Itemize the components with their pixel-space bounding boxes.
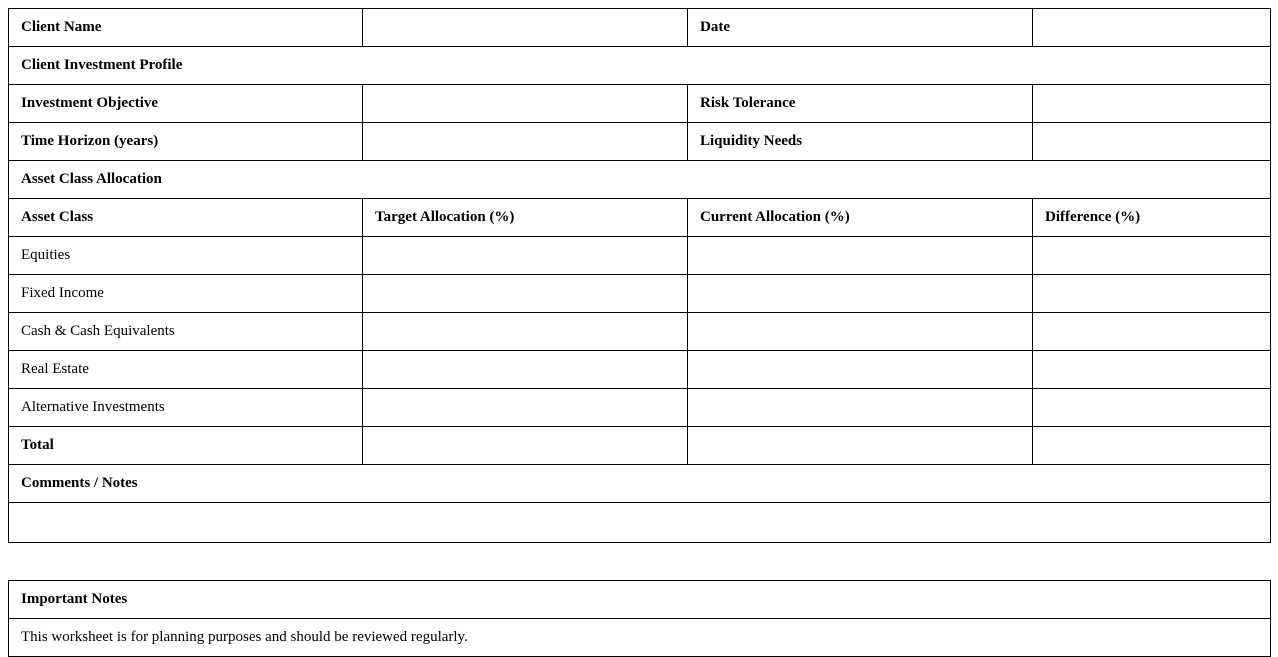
profile-section-row (9, 47, 1271, 85)
current-allocation-field[interactable] (688, 237, 1033, 275)
time-horizon-field[interactable] (363, 123, 688, 161)
total-row (9, 427, 1271, 465)
total-difference-field[interactable] (1033, 427, 1271, 465)
table-row (9, 351, 1271, 389)
current-allocation-field[interactable] (688, 389, 1033, 427)
asset-class-cell: Equities (9, 237, 363, 275)
total-label: Total (9, 427, 363, 465)
current-allocation-field[interactable] (688, 313, 1033, 351)
important-notes-table (8, 580, 1271, 657)
current-allocation-field[interactable] (688, 351, 1033, 389)
liquidity-needs-label: Liquidity Needs (688, 123, 1033, 161)
difference-field[interactable] (1033, 389, 1271, 427)
target-allocation-field[interactable] (363, 237, 688, 275)
column-header-asset-class: Asset Class (9, 199, 363, 237)
target-allocation-field[interactable] (363, 389, 688, 427)
horizon-row (9, 123, 1271, 161)
client-name-field[interactable] (363, 9, 688, 47)
investment-objective-label: Investment Objective (9, 85, 363, 123)
total-target-field[interactable] (363, 427, 688, 465)
liquidity-needs-field[interactable] (1033, 123, 1271, 161)
investment-objective-field[interactable] (363, 85, 688, 123)
client-name-label: Client Name (9, 9, 363, 47)
asset-class-cell: Fixed Income (9, 275, 363, 313)
risk-tolerance-label: Risk Tolerance (688, 85, 1033, 123)
difference-field[interactable] (1033, 275, 1271, 313)
asset-class-cell: Alternative Investments (9, 389, 363, 427)
difference-field[interactable] (1033, 237, 1271, 275)
comments-section-title: Comments / Notes (9, 465, 1271, 503)
table-row (9, 389, 1271, 427)
objective-row (9, 85, 1271, 123)
difference-field[interactable] (1033, 313, 1271, 351)
table-row (9, 313, 1271, 351)
table-row (9, 275, 1271, 313)
difference-field[interactable] (1033, 351, 1271, 389)
comments-section-row (9, 465, 1271, 503)
table-row (9, 237, 1271, 275)
asset-class-cell: Cash & Cash Equivalents (9, 313, 363, 351)
important-notes-header-row (9, 581, 1271, 619)
current-allocation-field[interactable] (688, 275, 1033, 313)
date-field[interactable] (1033, 9, 1271, 47)
allocation-header-row (9, 199, 1271, 237)
risk-tolerance-field[interactable] (1033, 85, 1271, 123)
important-notes-text: This worksheet is for planning purposes and should be reviewed regularly. (9, 619, 1271, 657)
asset-class-cell: Real Estate (9, 351, 363, 389)
important-notes-body-row (9, 619, 1271, 657)
allocation-section-row (9, 161, 1271, 199)
allocation-section-title: Asset Class Allocation (9, 161, 1271, 199)
column-header-difference: Difference (%) (1033, 199, 1271, 237)
comments-input-row (9, 503, 1271, 543)
target-allocation-field[interactable] (363, 351, 688, 389)
total-current-field[interactable] (688, 427, 1033, 465)
profile-section-title: Client Investment Profile (9, 47, 1271, 85)
allocation-worksheet-table (8, 8, 1271, 543)
column-header-current-allocation: Current Allocation (%) (688, 199, 1033, 237)
date-label: Date (688, 9, 1033, 47)
column-header-target-allocation: Target Allocation (%) (363, 199, 688, 237)
time-horizon-label: Time Horizon (years) (9, 123, 363, 161)
target-allocation-field[interactable] (363, 275, 688, 313)
target-allocation-field[interactable] (363, 313, 688, 351)
important-notes-title: Important Notes (9, 581, 1271, 619)
client-row (9, 9, 1271, 47)
comments-field[interactable] (9, 503, 1271, 543)
